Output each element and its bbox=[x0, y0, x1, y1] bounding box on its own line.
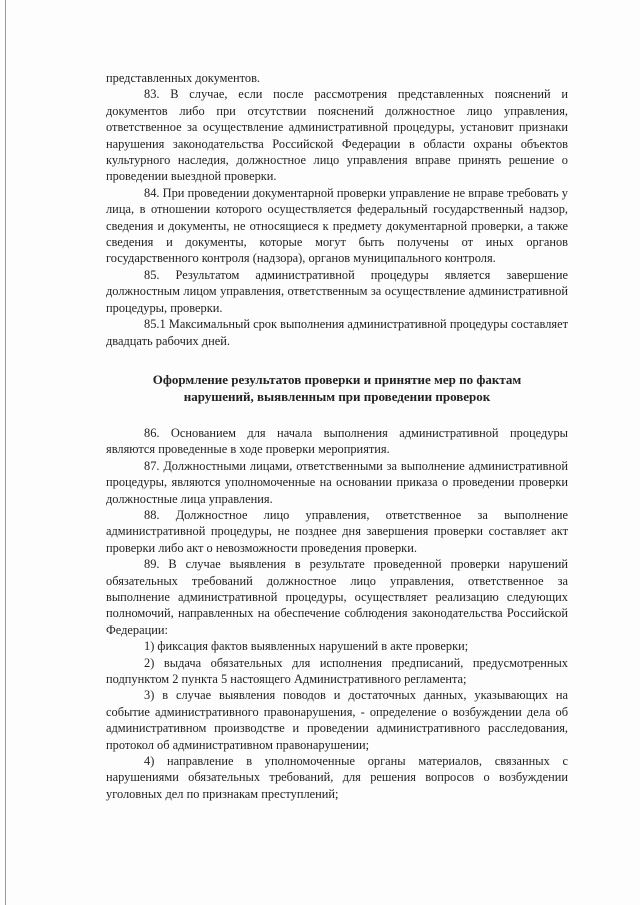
list-item-89-4: 4) направление в уполномоченные органы материалов, связанных с нарушениями обязательных требований, для решения вопросов о возбуждении уголовных дел по признакам преступлений; bbox=[106, 754, 568, 801]
list-item-89-3: 3) в случае выявления поводов и достаточных данных, указывающих на событие административного правонарушения, - определение о возбуждении дела об административном производстве и проведении административного расследования, протокол об административном правонарушении; bbox=[106, 688, 568, 752]
paragraph-83: 83. В случае, если после рассмотрения представленных пояснений и документов либо при отсутствии пояснений должностное лицо управления, ответственное за осуществление административной процедуры, установит признаки нарушения законодательства Российской Федерации в области охраны объектов культурного наследия, должностное лицо управления вправе принять решение о проведении выездной проверки. bbox=[106, 87, 568, 184]
document-body bbox=[106, 70, 568, 802]
paragraph-85: 85. Результатом административной процедуры является завершение должностным лицом управления, ответственным за осуществление административной процедуры, проверки. bbox=[106, 267, 568, 315]
paragraph-continuation: представленных документов. bbox=[106, 71, 261, 85]
paragraph-88: 88. Должностное лицо управления, ответственное за выполнение административной процедуры, не позднее дня завершения проверки составляет акт проверки либо акт о невозможности проведения проверки. bbox=[106, 507, 568, 555]
paragraph-85-1: 85.1 Максимальный срок выполнения административной процедуры составляет двадцать рабочих дней. bbox=[106, 317, 568, 348]
list-item-89-1: 1) фиксация фактов выявленных нарушений в акте проверки; bbox=[144, 639, 469, 654]
paragraph-87: 87. Должностными лицами, ответственными за выполнение административной процедуры, являются уполномоченные на основании приказа о проведении проверки должностные лица управления. bbox=[106, 458, 568, 506]
section-heading-line-2: нарушений, выявленным при проведении проверок bbox=[183, 388, 491, 404]
page-edge-line bbox=[5, 0, 6, 905]
section-heading-line-1: Оформление результатов проверки и принятие мер по фактам bbox=[152, 371, 522, 387]
paragraph-89: 89. В случае выявления в результате проведенной проверки нарушений обязательных требований должностное лицо управления, ответственное за выполнение административной процедуры, осуществляет реализацию следующих полномочий, направленных на обеспечение соблюдения законодательства Российской Федерации: bbox=[106, 557, 568, 637]
list-item-89-2: 2) выдача обязательных для исполнения предписаний, предусмотренных подпунктом 2 пункта 5 настоящего Административного регламента; bbox=[106, 655, 568, 686]
paragraph-84: 84. При проведении документарной проверки управление не вправе требовать у лица, в отношении которого осуществляется федеральный государственный надзор, сведения и документы, не относящиеся к предмету документарной проверки, а также сведения и документы, которые могут быть получены от иных органов государственного контроля (надзора), органов муниципального контроля. bbox=[106, 185, 568, 266]
paragraph-86: 86. Основанием для начала выполнения административной процедуры являются проведенные в ходе проверки мероприятия. bbox=[106, 425, 568, 457]
section-heading bbox=[106, 371, 568, 405]
